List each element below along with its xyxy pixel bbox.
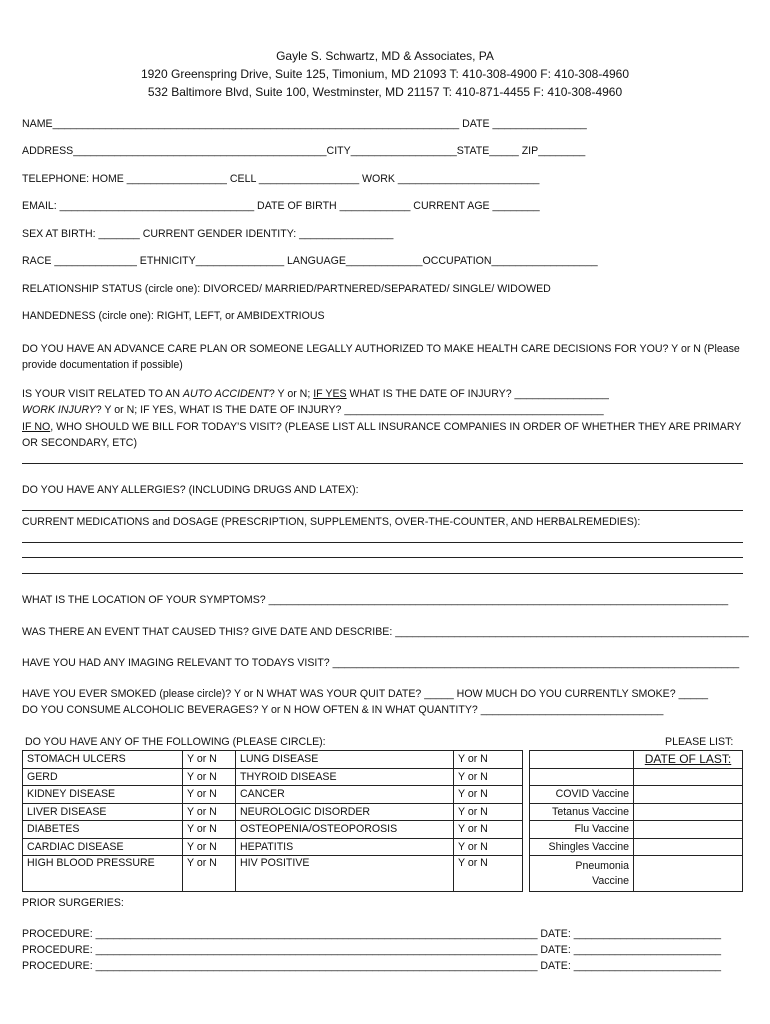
vaccine-label: Shingles Vaccine xyxy=(530,838,634,856)
event-question[interactable]: WAS THERE AN EVENT THAT CAUSED THIS? GIVE DATE AND DESCRIBE: ____________________________________________________________ xyxy=(22,626,749,638)
vaccine-date-cell[interactable] xyxy=(634,786,743,804)
condition-left: DIABETES xyxy=(23,821,183,839)
table-row xyxy=(23,786,743,804)
spacer xyxy=(523,786,530,804)
address-timonium: 1920 Greenspring Drive, Suite 125, Timonium, MD 21093 T: 410-308-4900 F: 410-308-4960 xyxy=(140,67,630,81)
procedure-line[interactable]: PROCEDURE: ___________________________________________________________________________ DATE: _________________________ xyxy=(22,944,722,956)
address-westminster: 532 Baltimore Blvd, Suite 100, Westminster, MD 21157 T: 410-871-4455 F: 410-308-4960 xyxy=(147,85,623,99)
conditions-table xyxy=(22,750,743,892)
condition-right: CANCER xyxy=(236,786,454,804)
yes-no-option[interactable]: Y or N xyxy=(183,786,236,804)
procedure-line[interactable]: PROCEDURE: ___________________________________________________________________________ DATE: _________________________ xyxy=(22,960,722,972)
table-row xyxy=(23,751,743,769)
yes-no-option[interactable]: Y or N xyxy=(183,768,236,786)
vaccine-label: Flu Vaccine xyxy=(530,821,634,839)
billing-question[interactable]: IF NO, WHO SHOULD WE BILL FOR TODAY’S VISIT? (PLEASE LIST ALL INSURANCE COMPANIES IN ORDER OF WHETHER THEY ARE PRIMARY OR SECONDARY, ETC) xyxy=(22,421,742,449)
condition-right: NEUROLOGIC DISORDER xyxy=(236,803,454,821)
name-date-field[interactable]: NAME_____________________________________________________________________ DATE ________________ xyxy=(22,118,587,130)
imaging-question[interactable]: HAVE YOU HAD ANY IMAGING RELEVANT TO TODAYS VISIT? _____________________________________________________________________ xyxy=(22,657,740,669)
spacer xyxy=(523,821,530,839)
condition-right: LUNG DISEASE xyxy=(236,751,454,769)
yes-no-option[interactable]: Y or N xyxy=(454,768,523,786)
yes-no-option[interactable]: Y or N xyxy=(454,856,523,892)
work-injury-question[interactable]: WORK INJURY? Y or N; IF YES, WHAT IS THE DATE OF INJURY? ____________________________________________ xyxy=(22,404,604,416)
spacer xyxy=(523,803,530,821)
spacer xyxy=(523,751,530,769)
yes-no-option[interactable]: Y or N xyxy=(183,803,236,821)
table-row xyxy=(23,821,743,839)
table-row xyxy=(23,768,743,786)
alcohol-question[interactable]: DO YOU CONSUME ALCOHOLIC BEVERAGES? Y or N HOW OFTEN & IN WHAT QUANTITY? _______________________________ xyxy=(22,704,664,716)
condition-right: THYROID DISEASE xyxy=(236,768,454,786)
condition-left: GERD xyxy=(23,768,183,786)
condition-left: STOMACH ULCERS xyxy=(23,751,183,769)
yes-no-option[interactable]: Y or N xyxy=(454,821,523,839)
condition-left: LIVER DISEASE xyxy=(23,803,183,821)
advance-care-question[interactable]: DO YOU HAVE AN ADVANCE CARE PLAN OR SOMEONE LEGALLY AUTHORIZED TO MAKE HEALTH CARE DECISIONS FOR YOU? Y or N (Please provide documentation if possible) xyxy=(22,343,740,371)
vaccine-label: Tetanus Vaccine xyxy=(530,803,634,821)
practice-name: Gayle S. Schwartz, MD & Associates, PA xyxy=(276,49,494,63)
condition-left: CARDIAC DISEASE xyxy=(23,838,183,856)
vaccine-label: COVID Vaccine xyxy=(530,786,634,804)
yes-no-option[interactable]: Y or N xyxy=(454,786,523,804)
sex-gender-field[interactable]: SEX AT BIRTH: _______ CURRENT GENDER IDENTITY: ________________ xyxy=(22,228,394,240)
medications-answer-line[interactable] xyxy=(22,573,743,574)
vaccine-label: Pneumonia Vaccine xyxy=(530,856,634,892)
vaccine-date-cell[interactable] xyxy=(634,856,743,892)
condition-left: HIGH BLOOD PRESSURE xyxy=(23,856,183,892)
medications-answer-line[interactable] xyxy=(22,557,743,558)
medications-answer-line[interactable] xyxy=(22,542,743,543)
yes-no-option[interactable]: Y or N xyxy=(454,803,523,821)
vaccine-date-cell[interactable] xyxy=(634,838,743,856)
symptoms-question[interactable]: WHAT IS THE LOCATION OF YOUR SYMPTOMS? ______________________________________________________________________________ xyxy=(22,594,729,606)
allergies-answer-line[interactable] xyxy=(22,510,743,511)
table-row xyxy=(23,803,743,821)
vaccine-date-cell[interactable] xyxy=(634,821,743,839)
yes-no-option[interactable]: Y or N xyxy=(183,838,236,856)
prior-surgeries-heading: PRIOR SURGERIES: xyxy=(22,897,124,909)
billing-answer-line[interactable] xyxy=(22,463,743,464)
table-row xyxy=(23,856,743,892)
yes-no-option[interactable]: Y or N xyxy=(454,751,523,769)
yes-no-option[interactable]: Y or N xyxy=(183,856,236,892)
medications-question: CURRENT MEDICATIONS and DOSAGE (PRESCRIPTION, SUPPLEMENTS, OVER-THE-COUNTER, AND HERBALREMEDIES): xyxy=(22,516,641,528)
spacer xyxy=(523,838,530,856)
vaccine-label xyxy=(530,768,634,786)
vaccine-label xyxy=(530,751,634,769)
auto-accident-question[interactable]: IS YOUR VISIT RELATED TO AN AUTO ACCIDENT? Y or N; IF YES WHAT IS THE DATE OF INJURY? ________________ xyxy=(22,388,609,400)
yes-no-option[interactable]: Y or N xyxy=(183,821,236,839)
date-of-last-header: DATE OF LAST: xyxy=(634,751,743,769)
procedure-line[interactable]: PROCEDURE: ___________________________________________________________________________ DATE: _________________________ xyxy=(22,928,722,940)
yes-no-option[interactable]: Y or N xyxy=(183,751,236,769)
yes-no-option[interactable]: Y or N xyxy=(454,838,523,856)
telephone-field[interactable]: TELEPHONE: HOME _________________ CELL _________________ WORK ________________________ xyxy=(22,173,540,185)
relationship-status[interactable]: RELATIONSHIP STATUS (circle one): DIVORCED/ MARRIED/PARTNERED/SEPARATED/ SINGLE/ WIDOWED xyxy=(22,283,551,295)
condition-right: OSTEOPENIA/OSTEOPOROSIS xyxy=(236,821,454,839)
condition-right: HIV POSITIVE xyxy=(236,856,454,892)
condition-right: HEPATITIS xyxy=(236,838,454,856)
smoking-question[interactable]: HAVE YOU EVER SMOKED (please circle)? Y or N WHAT WAS YOUR QUIT DATE? _____ HOW MUCH DO YOU CURRENTLY SMOKE? _____ xyxy=(22,688,709,700)
vaccine-date-cell[interactable] xyxy=(634,768,743,786)
allergies-question: DO YOU HAVE ANY ALLERGIES? (INCLUDING DRUGS AND LATEX): xyxy=(22,484,359,496)
handedness[interactable]: HANDEDNESS (circle one): RIGHT, LEFT, or AMBIDEXTRIOUS xyxy=(22,310,325,322)
spacer xyxy=(523,856,530,892)
please-list-label: PLEASE LIST: xyxy=(665,736,734,748)
table-row xyxy=(23,838,743,856)
spacer xyxy=(523,768,530,786)
vaccine-date-cell[interactable] xyxy=(634,803,743,821)
race-ethnicity-field[interactable]: RACE ______________ ETHNICITY_______________ LANGUAGE_____________OCCUPATION__________________ xyxy=(22,255,598,267)
address-field[interactable]: ADDRESS___________________________________________CITY__________________STATE_____ ZIP________ xyxy=(22,145,586,157)
conditions-heading: DO YOU HAVE ANY OF THE FOLLOWING (PLEASE CIRCLE): xyxy=(25,736,326,748)
email-dob-field[interactable]: EMAIL: _________________________________ DATE OF BIRTH ____________ CURRENT AGE ________ xyxy=(22,200,540,212)
condition-left: KIDNEY DISEASE xyxy=(23,786,183,804)
